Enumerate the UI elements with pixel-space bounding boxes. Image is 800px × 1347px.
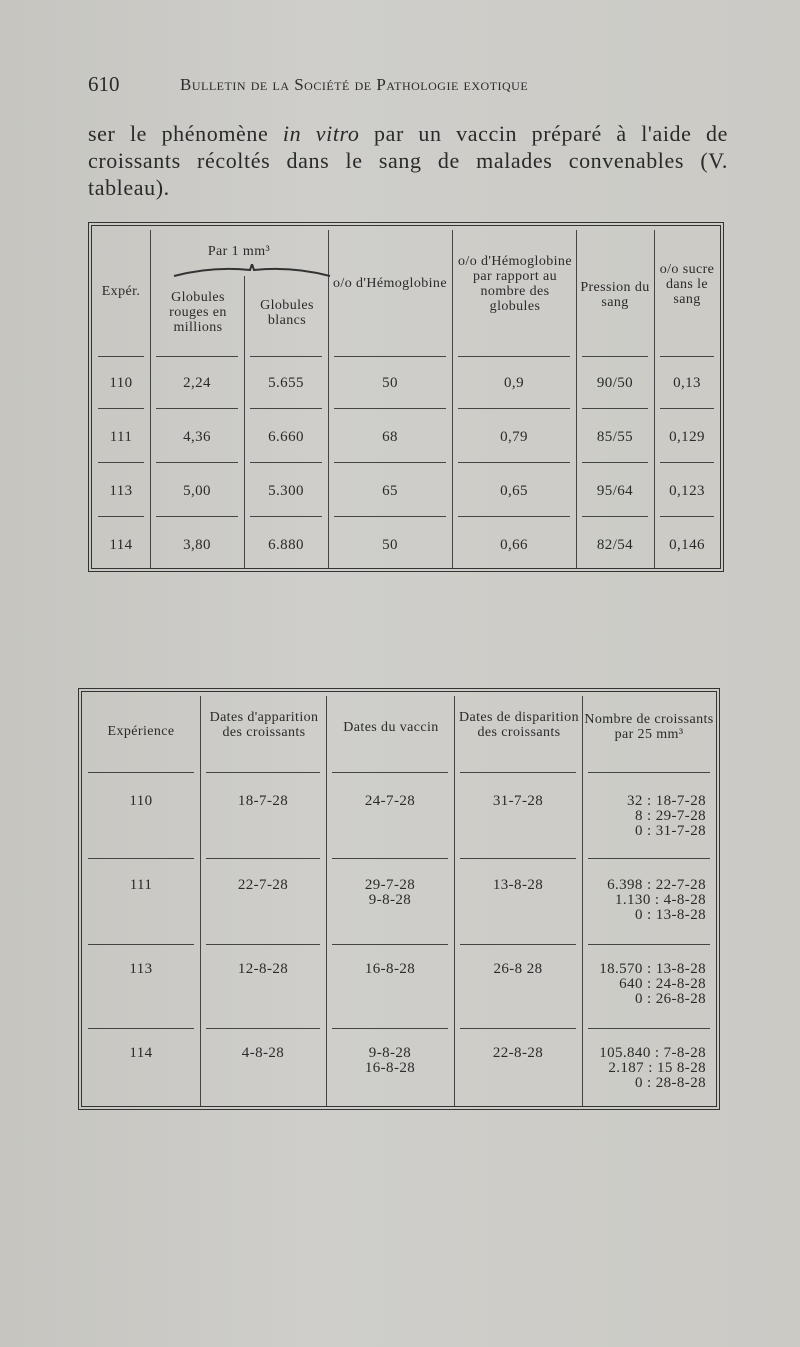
row-separator [250, 462, 322, 463]
header-nombre: Nombre de croissants par 25 mm³ [584, 712, 714, 742]
row-separator [582, 516, 648, 517]
row-separator [98, 516, 144, 517]
header-par-mm: Par 1 mm³ [207, 244, 271, 259]
row-separator [98, 462, 144, 463]
table-cell-rapport: 0,66 [500, 537, 528, 553]
header-exper: Expér. [101, 284, 141, 299]
row-separator [206, 944, 320, 945]
row-separator [88, 944, 194, 945]
table-cell-apparition: 12-8-28 [237, 961, 289, 977]
table-cell-vaccin: 16-8-28 [364, 961, 416, 977]
table-cell-vaccin: 16-8-28 [364, 1060, 416, 1076]
row-separator [458, 462, 570, 463]
row-separator [460, 944, 576, 945]
table-cell-hemo: 68 [382, 429, 398, 445]
row-separator [88, 772, 194, 773]
table-cell-sucre: 0,123 [669, 483, 705, 499]
table-cell-exp: 114 [109, 537, 133, 553]
header-sucre: o/o sucre dans le sang [659, 262, 715, 307]
table-cell-nombre: 640 : 24-8-28 [619, 976, 706, 992]
header-globules-rouges: Globules rouges en millions [169, 290, 227, 335]
table-cell-disparition: 31-7-28 [492, 793, 544, 809]
table-cell-rouges: 4,36 [183, 429, 211, 445]
row-separator [334, 516, 446, 517]
row-separator [334, 462, 446, 463]
row-separator [582, 408, 648, 409]
row-separator [98, 356, 144, 357]
col-divider [454, 696, 455, 1106]
row-separator [588, 944, 710, 945]
table-cell-pression: 95/64 [596, 483, 634, 499]
col-divider [452, 230, 453, 568]
brace-icon [172, 264, 332, 278]
row-separator [334, 408, 446, 409]
row-separator [250, 408, 322, 409]
row-separator [458, 408, 570, 409]
table-cell-pression: 90/50 [596, 375, 634, 391]
row-separator [660, 462, 714, 463]
table-cell-sucre: 0,13 [673, 375, 701, 391]
row-separator [250, 516, 322, 517]
row-separator [334, 356, 446, 357]
row-separator [660, 408, 714, 409]
table-cell-blancs: 6.660 [268, 429, 304, 445]
row-separator [88, 1028, 194, 1029]
table-cell-rapport: 0,79 [500, 429, 528, 445]
table-cell-apparition: 22-7-28 [237, 877, 289, 893]
row-separator [588, 1028, 710, 1029]
row-separator [332, 944, 448, 945]
col-divider [200, 696, 201, 1106]
table-cell-blancs: 6.880 [268, 537, 304, 553]
table-cell-sucre: 0,146 [669, 537, 705, 553]
row-separator [332, 858, 448, 859]
row-separator [582, 462, 648, 463]
table-cell-exp: 113 [129, 961, 153, 977]
table-cell-vaccin: 9-8-28 [368, 1045, 412, 1061]
intro-text-before: ser le phénomène [88, 121, 283, 146]
table-cell-pression: 85/55 [596, 429, 634, 445]
table-cell-nombre: 0 : 13-8-28 [634, 907, 706, 923]
row-separator [588, 772, 710, 773]
table-cell-disparition: 13-8-28 [492, 877, 544, 893]
page-number: 610 [88, 72, 120, 96]
running-title: Bulletin de la Société de Pathologie exotique [180, 75, 529, 94]
page-header [88, 72, 648, 102]
table-cell-exp: 110 [129, 793, 153, 809]
intro-italic: in vitro [282, 121, 360, 146]
table-cell-nombre: 8 : 29-7-28 [634, 808, 706, 824]
row-separator [588, 858, 710, 859]
table-cell-vaccin: 9-8-28 [368, 892, 412, 908]
row-separator [98, 408, 144, 409]
table-cell-disparition: 22-8-28 [492, 1045, 544, 1061]
row-separator [332, 1028, 448, 1029]
col-divider [150, 230, 151, 568]
row-separator [458, 356, 570, 357]
croissants-table [78, 688, 720, 1110]
table-cell-exp: 114 [129, 1045, 153, 1061]
table-cell-exp: 111 [109, 429, 133, 445]
table-cell-apparition: 18-7-28 [237, 793, 289, 809]
row-separator [460, 1028, 576, 1029]
table-cell-blancs: 5.655 [268, 375, 304, 391]
row-separator [206, 772, 320, 773]
table-cell-nombre: 0 : 26-8-28 [634, 991, 706, 1007]
table-cell-pression: 82/54 [596, 537, 634, 553]
row-separator [156, 356, 238, 357]
row-separator [88, 858, 194, 859]
row-separator [332, 772, 448, 773]
row-separator [660, 516, 714, 517]
table-cell-hemo: 65 [382, 483, 398, 499]
table-cell-exp: 111 [129, 877, 153, 893]
table-cell-nombre: 18.570 : 13-8-28 [599, 961, 706, 977]
intro-text-after: par un vaccin préparé à l'aide de croissants récoltés dans le sang de malades convenables (V. tableau). [88, 121, 729, 200]
row-separator [460, 858, 576, 859]
table-cell-rapport: 0,65 [500, 483, 528, 499]
header-pression: Pression du sang [580, 280, 650, 310]
row-separator [156, 516, 238, 517]
table-cell-vaccin: 24-7-28 [364, 793, 416, 809]
table-cell-nombre: 6.398 : 22-7-28 [607, 877, 706, 893]
table-cell-nombre: 1.130 : 4-8-28 [614, 892, 706, 908]
header-hemoglobine: o/o d'Hémoglobine [333, 276, 447, 291]
table-cell-nombre: 0 : 28-8-28 [634, 1075, 706, 1091]
row-separator [206, 858, 320, 859]
table-cell-nombre: 32 : 18-7-28 [627, 793, 706, 809]
table-cell-exp: 113 [109, 483, 133, 499]
table-cell-nombre: 2.187 : 15 8-28 [608, 1060, 706, 1076]
table-cell-nombre: 105.840 : 7-8-28 [599, 1045, 706, 1061]
table-cell-disparition: 26-8 28 [493, 961, 543, 977]
row-separator [460, 772, 576, 773]
table-cell-nombre: 0 : 31-7-28 [634, 823, 706, 839]
table-cell-rouges: 3,80 [183, 537, 211, 553]
table-cell-blancs: 5.300 [268, 483, 304, 499]
table-cell-rapport: 0,9 [504, 375, 524, 391]
row-separator [660, 356, 714, 357]
header-disparition: Dates de disparition des croissants [459, 710, 579, 740]
intro-paragraph [88, 120, 728, 201]
header-experience: Expérience [107, 724, 175, 739]
header-hemo-rapport: o/o d'Hémoglobine par rapport au nombre des globules [458, 254, 572, 314]
table-cell-rouges: 2,24 [183, 375, 211, 391]
table-cell-rouges: 5,00 [183, 483, 211, 499]
row-separator [582, 356, 648, 357]
row-separator [250, 356, 322, 357]
col-divider [244, 276, 245, 568]
table-cell-vaccin: 29-7-28 [364, 877, 416, 893]
table-cell-apparition: 4-8-28 [241, 1045, 285, 1061]
header-apparition: Dates d'apparition des croissants [209, 710, 319, 740]
table-cell-sucre: 0,129 [669, 429, 705, 445]
row-separator [458, 516, 570, 517]
table-cell-hemo: 50 [382, 375, 398, 391]
row-separator [156, 462, 238, 463]
header-globules-blancs: Globules blancs [260, 298, 314, 328]
row-separator [156, 408, 238, 409]
header-vaccin: Dates du vaccin [343, 720, 439, 735]
table-cell-hemo: 50 [382, 537, 398, 553]
row-separator [206, 1028, 320, 1029]
table-cell-exp: 110 [109, 375, 133, 391]
blood-table [88, 222, 724, 572]
